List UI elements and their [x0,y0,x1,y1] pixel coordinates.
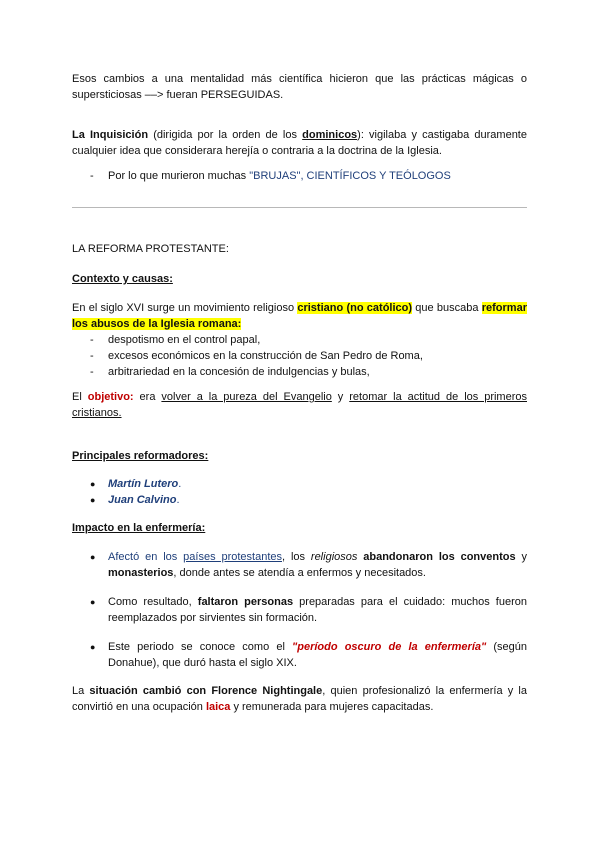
list-item [90,168,530,184]
list-item [90,476,527,492]
objetivo-underline-1: volver a la pureza del Evangelio [161,391,332,403]
paises-protestantes-link[interactable]: países protestantes [183,551,282,563]
dash-marker: - [90,366,94,378]
contexto-heading: Contexto y causas: [72,273,173,285]
dash-marker: - [90,334,94,346]
impacto-b1-blue: Afectó en los [108,551,184,563]
list-item [90,594,527,626]
list-item [90,492,527,508]
reformadores-list [90,476,527,508]
cause-text: arbitrariedad en la concesión de indulgencias y bulas, [108,366,370,378]
impacto-b2-pre: Como resultado, [108,596,198,608]
objetivo-and: y [331,391,350,403]
objetivo-paragraph [72,389,527,421]
final-paragraph [72,683,527,715]
impacto-list-3 [90,639,527,671]
impacto-heading: Impacto en la enfermería: [72,522,206,534]
final-pre: La [72,685,90,697]
reforma-heading: LA REFORMA PROTESTANTE: [72,243,229,255]
reformer-name: Juan Calvino [108,494,177,506]
bullet-dot-icon: ● [90,495,96,505]
reformer-punct: . [176,494,180,506]
reformar-highlight: reformar los abusos de la Iglesia romana: [72,302,527,330]
list-item [90,549,527,581]
objetivo-underline-2: retomar la actitud de los primeros cristianos. [72,391,527,419]
impacto-b3-pre: Este periodo se conoce como el [108,641,293,653]
objetivo-mid: era [133,391,162,403]
causes-list [90,332,530,380]
inquisicion-title: La Inquisición [72,129,149,141]
impacto-list [90,549,527,581]
dash-marker: - [90,350,94,362]
inquisicion-text-before: (dirigida por la orden de los [148,129,303,141]
final-rest: y remunerada para mujeres capacitadas. [230,701,434,713]
impacto-b1-monasterios: monasterios [108,567,174,579]
list-item [90,348,530,364]
cause-text: despotismo en el control papal, [108,334,261,346]
impacto-b1-religiosos: religiosos [310,551,358,563]
impacto-b1-bold: abandonaron los conventos [357,551,516,563]
objetivo-label: objetivo: [87,391,134,403]
impacto-b1-rest: , donde antes se atendía a enfermos y necesitados. [173,567,426,579]
contexto-text-2: que buscaba [412,302,482,314]
inquisicion-list [90,168,530,184]
impacto-b2-bold: faltaron personas [197,596,294,608]
inquisicion-paragraph [72,127,527,159]
periodo-oscuro-highlight: "período oscuro de la enfermería" [292,641,487,653]
bullet-dot-icon: ● [90,552,96,562]
laica-term: laica [205,701,231,713]
cristiano-highlight: cristiano (no católico) [297,302,413,314]
reformadores-heading: Principales reformadores: [72,450,209,462]
dominicos-term: dominicos [302,129,358,141]
final-mid: , quien profesionalizó la enfermería y la convirtió en una ocupación [72,685,527,713]
bullet-dot-icon: ● [90,479,96,489]
list-item [90,332,530,348]
cause-text: excesos económicos en la construcción de San Pedro de Roma, [108,350,423,362]
list-item [90,364,530,380]
horizontal-divider [72,207,527,208]
contexto-paragraph [72,300,527,332]
impacto-b3-rest: (según Donahue), que duró hasta el siglo XIX. [108,641,527,669]
inquisicion-text-after: ): vigilaba y castigaba duramente cualquier idea que considerara herejía o contraria a la doctrina de la Iglesia. [72,129,527,157]
dash-marker: - [90,170,94,182]
inquisicion-bullet-highlight: "BRUJAS", CIENTÍFICOS Y TEÓLOGOS [249,170,451,182]
impacto-b2-rest: preparadas para el cuidado: muchos fueron reemplazados por sirvientes sin formación. [108,596,527,624]
final-bold: situación cambió con Florence Nightingale [89,685,323,697]
intro-line-2: supersticiosas ––> fueran PERSEGUIDAS. [72,89,284,101]
bullet-dot-icon: ● [90,642,96,652]
impacto-list-2 [90,594,527,626]
intro-line-1: Esos cambios a una mentalidad más científica hicieron que las prácticas mágicas o [72,73,527,85]
inquisicion-bullet-text: Por lo que murieron muchas [108,170,250,182]
intro-paragraph [72,71,527,103]
list-item [90,639,527,671]
objetivo-pre: El [72,391,88,403]
reformer-name: Martín Lutero [108,478,179,490]
reformer-punct: . [178,478,182,490]
bullet-dot-icon: ● [90,597,96,607]
impacto-b1-comma: , los [282,551,311,563]
impacto-b1-y: y [515,551,528,563]
contexto-text-1: En el siglo XVI surge un movimiento religioso [72,302,298,314]
